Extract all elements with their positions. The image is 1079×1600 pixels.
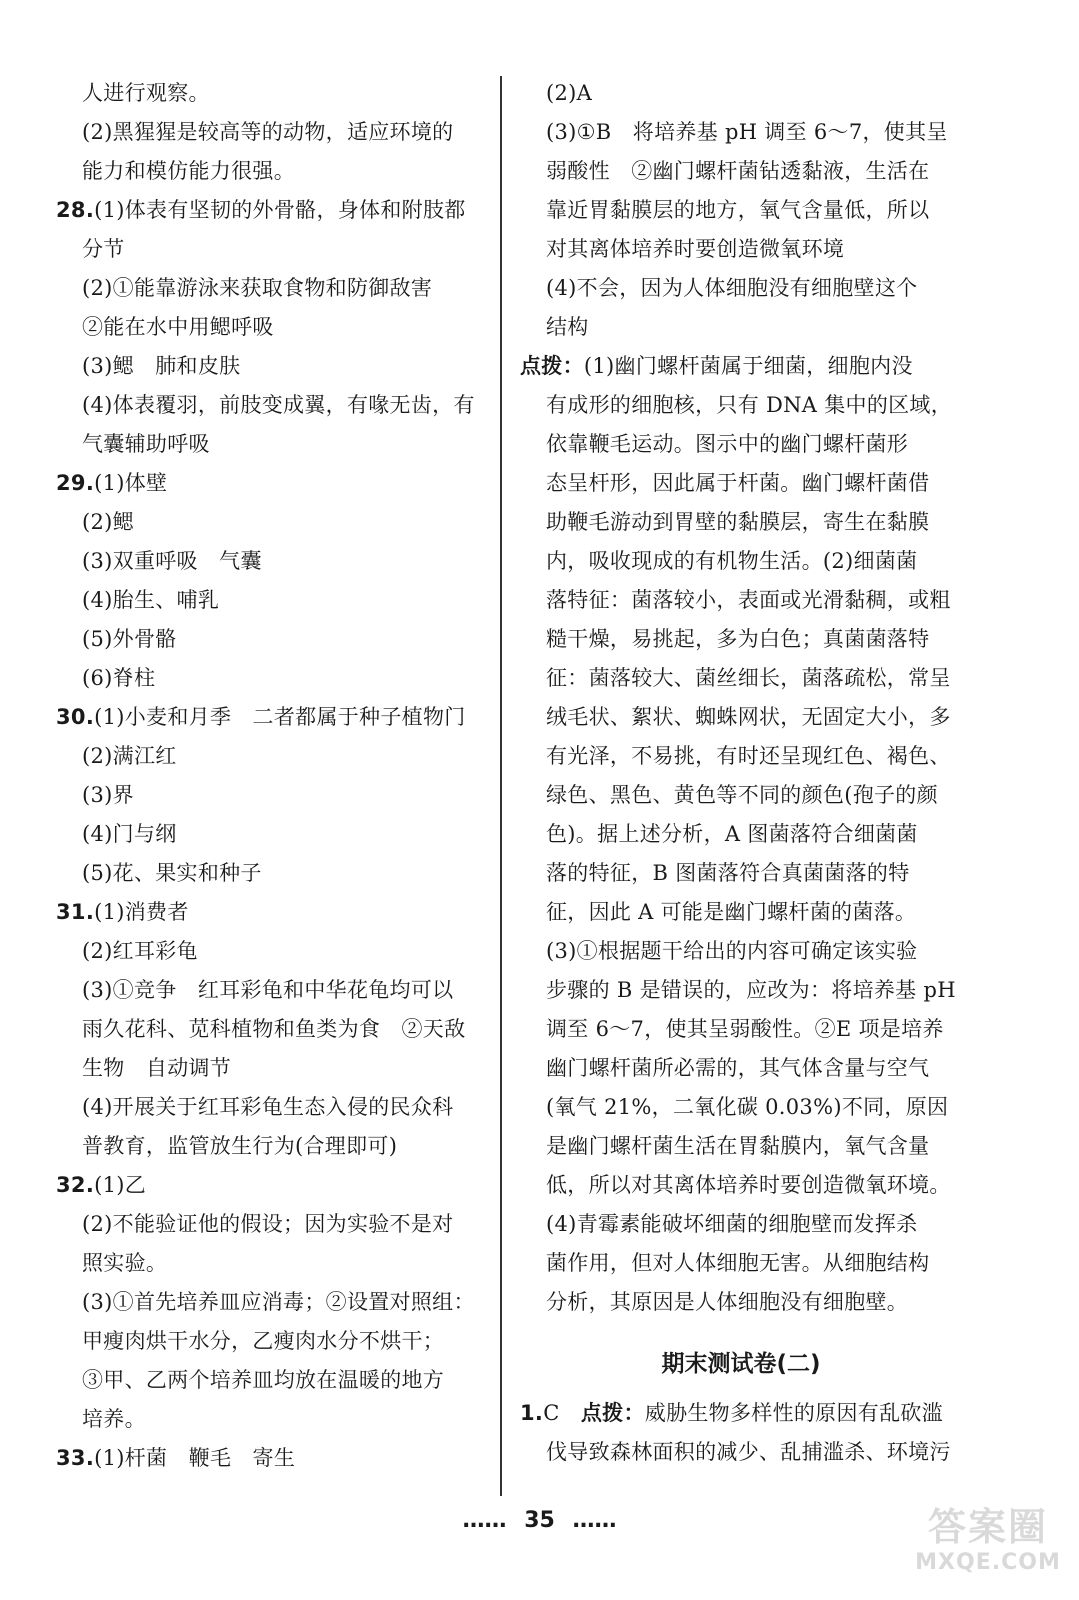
question-number: 33. bbox=[56, 1446, 95, 1470]
answer-line bbox=[520, 542, 962, 581]
answer-line bbox=[56, 542, 496, 581]
answer-line bbox=[56, 113, 496, 152]
answer-text: 有光泽，不易挑，有时还呈现红色、褐色、 bbox=[546, 744, 951, 768]
answer-line bbox=[56, 737, 496, 776]
answer-text: 步骤的 B 是错误的，应改为：将培养基 pH bbox=[546, 978, 956, 1002]
answer-line bbox=[56, 854, 496, 893]
answer-line bbox=[56, 347, 496, 386]
answer-line bbox=[520, 776, 962, 815]
answer-line bbox=[56, 815, 496, 854]
column-divider bbox=[500, 76, 502, 1496]
answer-text: 弱酸性 ②幽门螺杆菌钻透黏液，生活在 bbox=[546, 159, 930, 183]
answer-line bbox=[520, 1088, 962, 1127]
answer-text: 有成形的细胞核，只有 DNA 集中的区域， bbox=[546, 393, 953, 417]
hint-label: 点拨： bbox=[520, 354, 584, 378]
answer-text: 培养。 bbox=[82, 1407, 146, 1431]
answer-text: 色)。据上述分析，A 图菌落符合细菌菌 bbox=[546, 822, 918, 846]
answer-text: (3)①根据题干给出的内容可确定该实验 bbox=[546, 939, 918, 963]
answer-text: 态呈杆形，因此属于杆菌。幽门螺杆菌借 bbox=[546, 471, 930, 495]
answer-line bbox=[56, 1244, 496, 1283]
question-number: 28. bbox=[56, 198, 95, 222]
answer-line bbox=[56, 1127, 496, 1166]
question-number: 31. bbox=[56, 900, 95, 924]
answer-text: 糙干燥，易挑起，多为白色；真菌菌落特 bbox=[546, 627, 930, 651]
answer-text: 气囊辅助呼吸 bbox=[82, 432, 210, 456]
answer-text: ③甲、乙两个培养皿均放在温暖的地方 bbox=[82, 1368, 445, 1392]
question-number: 32. bbox=[56, 1173, 95, 1197]
answer-line bbox=[56, 1400, 496, 1439]
footer-dots-left: …… bbox=[462, 1508, 507, 1533]
answer-text: 生物 自动调节 bbox=[82, 1056, 232, 1080]
answer-text: (2)①能靠游泳来获取食物和防御敌害 bbox=[82, 276, 433, 300]
answer-line bbox=[520, 581, 962, 620]
watermark-logo-text: 答案圈 bbox=[927, 1505, 1048, 1549]
answer-text: 依靠鞭毛运动。图示中的幽门螺杆菌形 bbox=[546, 432, 909, 456]
answer-line bbox=[520, 659, 962, 698]
answer-line bbox=[520, 1166, 962, 1205]
answer-line bbox=[56, 386, 496, 425]
answer-text: (2)满江红 bbox=[82, 744, 177, 768]
answer-text: (3)①竞争 红耳彩龟和中华花龟均可以 bbox=[82, 978, 454, 1002]
answer-line bbox=[56, 1205, 496, 1244]
answer-text: 落的特征，B 图菌落符合真菌菌落的特 bbox=[546, 861, 910, 885]
answer-text: C bbox=[543, 1401, 581, 1425]
answer-line bbox=[56, 932, 496, 971]
answer-text: (2)黑猩猩是较高等的动物，适应环境的 bbox=[82, 120, 454, 144]
answer-line bbox=[56, 659, 496, 698]
answer-text: 是幽门螺杆菌生活在胃黏膜内，氧气含量 bbox=[546, 1134, 930, 1158]
answer-text: 甲瘦肉烘干水分，乙瘦肉水分不烘干； bbox=[82, 1329, 445, 1353]
answer-line bbox=[520, 152, 962, 191]
answer-line bbox=[56, 74, 496, 113]
answer-line bbox=[520, 1049, 962, 1088]
answer-text: 内，吸收现成的有机物生活。(2)细菌菌 bbox=[546, 549, 918, 573]
answer-text: 普教育，监管放生行为(合理即可) bbox=[82, 1134, 398, 1158]
answer-text: 幽门螺杆菌所必需的，其气体含量与空气 bbox=[546, 1056, 930, 1080]
answer-text: (2)鳃 bbox=[82, 510, 134, 534]
answer-text: (4)开展关于红耳彩龟生态入侵的民众科 bbox=[82, 1095, 454, 1119]
answer-text: (5)外骨骼 bbox=[82, 627, 177, 651]
footer-dots-right: …… bbox=[572, 1508, 617, 1533]
answer-line bbox=[520, 737, 962, 776]
answer-line bbox=[520, 269, 962, 308]
answer-text: 伐导致森林面积的减少、乱捕滥杀、环境污 bbox=[546, 1440, 951, 1464]
answer-text: 低，所以对其离体培养时要创造微氧环境。 bbox=[546, 1173, 951, 1197]
answer-line bbox=[520, 308, 962, 347]
answer-line bbox=[520, 386, 962, 425]
answer-text: 分析，其原因是人体细胞没有细胞壁。 bbox=[546, 1290, 909, 1314]
answer-text: 分节 bbox=[82, 237, 125, 261]
answer-line bbox=[520, 854, 962, 893]
answer-text: 照实验。 bbox=[82, 1251, 168, 1275]
answer-text: 雨久花科、苋科植物和鱼类为食 ②天敌 bbox=[82, 1017, 466, 1041]
answer-line bbox=[56, 1010, 496, 1049]
answer-text: (2)红耳彩龟 bbox=[82, 939, 198, 963]
answer-line bbox=[56, 464, 496, 503]
answer-line bbox=[56, 581, 496, 620]
answer-line bbox=[56, 1361, 496, 1400]
answer-text: 对其离体培养时要创造微氧环境 bbox=[546, 237, 845, 261]
answer-text: 绿色、黑色、黄色等不同的颜色(孢子的颜 bbox=[546, 783, 938, 807]
answer-line bbox=[56, 620, 496, 659]
answer-line bbox=[56, 503, 496, 542]
answer-text: (1)体壁 bbox=[94, 471, 168, 495]
answer-text: 征，因此 A 可能是幽门螺杆菌的菌落。 bbox=[546, 900, 917, 924]
answer-line bbox=[520, 74, 962, 113]
answer-text: (3)①B 将培养基 pH 调至 6～7，使其呈 bbox=[546, 120, 948, 144]
answer-line bbox=[520, 347, 962, 386]
answer-line bbox=[520, 620, 962, 659]
answer-text: 靠近胃黏膜层的地方，氧气含量低，所以 bbox=[546, 198, 930, 222]
answer-text: (3)①首先培养皿应消毒；②设置对照组： bbox=[82, 1290, 475, 1314]
answer-line bbox=[56, 1166, 496, 1205]
page-number: 35 bbox=[524, 1508, 555, 1533]
answer-line bbox=[56, 1049, 496, 1088]
answer-line bbox=[56, 1322, 496, 1361]
answer-text: (1)乙 bbox=[94, 1173, 147, 1197]
answer-line bbox=[520, 425, 962, 464]
answer-line bbox=[56, 191, 496, 230]
answer-line bbox=[520, 1205, 962, 1244]
answer-text: (5)花、果实和种子 bbox=[82, 861, 262, 885]
question-number: 29. bbox=[56, 471, 95, 495]
answer-line bbox=[520, 464, 962, 503]
answer-text: (氧气 21%，二氧化碳 0.03%)不同，原因 bbox=[546, 1095, 949, 1119]
answer-text: (1)消费者 bbox=[94, 900, 189, 924]
answer-line bbox=[520, 698, 962, 737]
answer-text: 人进行观察。 bbox=[82, 81, 210, 105]
question-number: 1. bbox=[520, 1401, 544, 1425]
answer-line bbox=[56, 893, 496, 932]
answer-text: 能力和模仿能力很强。 bbox=[82, 159, 295, 183]
answer-line bbox=[520, 1127, 962, 1166]
answer-text: (2)不能验证他的假设；因为实验不是对 bbox=[82, 1212, 454, 1236]
answer-line bbox=[56, 152, 496, 191]
right-column bbox=[520, 74, 962, 1472]
answer-line bbox=[56, 269, 496, 308]
answer-text: (4)胎生、哺乳 bbox=[82, 588, 220, 612]
answer-text: 助鞭毛游动到胃壁的黏膜层，寄生在黏膜 bbox=[546, 510, 930, 534]
answer-line bbox=[520, 815, 962, 854]
answer-text: (3)双重呼吸 气囊 bbox=[82, 549, 262, 573]
answer-line bbox=[520, 1283, 962, 1322]
answer-text: (4)不会，因为人体细胞没有细胞壁这个 bbox=[546, 276, 918, 300]
answer-line bbox=[520, 1244, 962, 1283]
answer-line bbox=[520, 191, 962, 230]
answer-text: (1)体表有坚韧的外骨骼，身体和附肢都 bbox=[94, 198, 466, 222]
answer-line bbox=[520, 230, 962, 269]
answer-line bbox=[56, 698, 496, 737]
answer-text: (1)杆菌 鞭毛 寄生 bbox=[94, 1446, 296, 1470]
answer-line bbox=[56, 1439, 496, 1478]
answer-text: (3)鳃 肺和皮肤 bbox=[82, 354, 241, 378]
answer-text: (2)A bbox=[546, 81, 593, 105]
answer-line bbox=[56, 308, 496, 347]
section-answers bbox=[520, 1394, 962, 1472]
right-answers bbox=[520, 74, 962, 1322]
answer-text: 结构 bbox=[546, 315, 589, 339]
answer-line bbox=[520, 1394, 962, 1433]
answer-text: (1)幽门螺杆菌属于细菌，细胞内没 bbox=[583, 354, 913, 378]
answer-text: (6)脊柱 bbox=[82, 666, 156, 690]
answer-text: 菌作用，但对人体细胞无害。从细胞结构 bbox=[546, 1251, 930, 1275]
answer-line bbox=[56, 776, 496, 815]
answer-text: 威胁生物多样性的原因有乱砍滥 bbox=[644, 1401, 943, 1425]
answer-line bbox=[520, 1433, 962, 1472]
answer-text: (4)门与纲 bbox=[82, 822, 177, 846]
answer-line bbox=[520, 1010, 962, 1049]
answer-line bbox=[520, 503, 962, 542]
answer-line bbox=[56, 1088, 496, 1127]
answer-line bbox=[56, 971, 496, 1010]
answer-text: 绒毛状、絮状、蜘蛛网状，无固定大小，多 bbox=[546, 705, 951, 729]
question-number: 30. bbox=[56, 705, 95, 729]
answer-text: 征：菌落较大、菌丝细长，菌落疏松，常呈 bbox=[546, 666, 951, 690]
hint-label: 点拨： bbox=[580, 1401, 645, 1425]
answer-line bbox=[520, 893, 962, 932]
section-title: 期末测试卷(二) bbox=[661, 1351, 821, 1377]
answer-text: (4)青霉素能破坏细菌的细胞壁而发挥杀 bbox=[546, 1212, 918, 1236]
watermark-url: MXQE.COM bbox=[915, 1550, 1061, 1575]
answer-text: 调至 6～7，使其呈弱酸性。②E 项是培养 bbox=[546, 1017, 944, 1041]
answer-line bbox=[520, 971, 962, 1010]
left-column bbox=[56, 74, 496, 1478]
answer-line bbox=[56, 1283, 496, 1322]
answer-text: 落特征：菌落较小，表面或光滑黏稠，或粗 bbox=[546, 588, 951, 612]
watermark-logo bbox=[913, 1504, 1063, 1584]
answer-line bbox=[520, 113, 962, 152]
answer-text: (1)小麦和月季 二者都属于种子植物门 bbox=[94, 705, 466, 729]
answer-text: ②能在水中用鳃呼吸 bbox=[82, 315, 274, 339]
answer-line bbox=[56, 425, 496, 464]
answer-line bbox=[56, 230, 496, 269]
answer-text: (4)体表覆羽，前肢变成翼，有喙无齿，有 bbox=[82, 393, 475, 417]
answer-text: (3)界 bbox=[82, 783, 134, 807]
answer-line bbox=[520, 932, 962, 971]
